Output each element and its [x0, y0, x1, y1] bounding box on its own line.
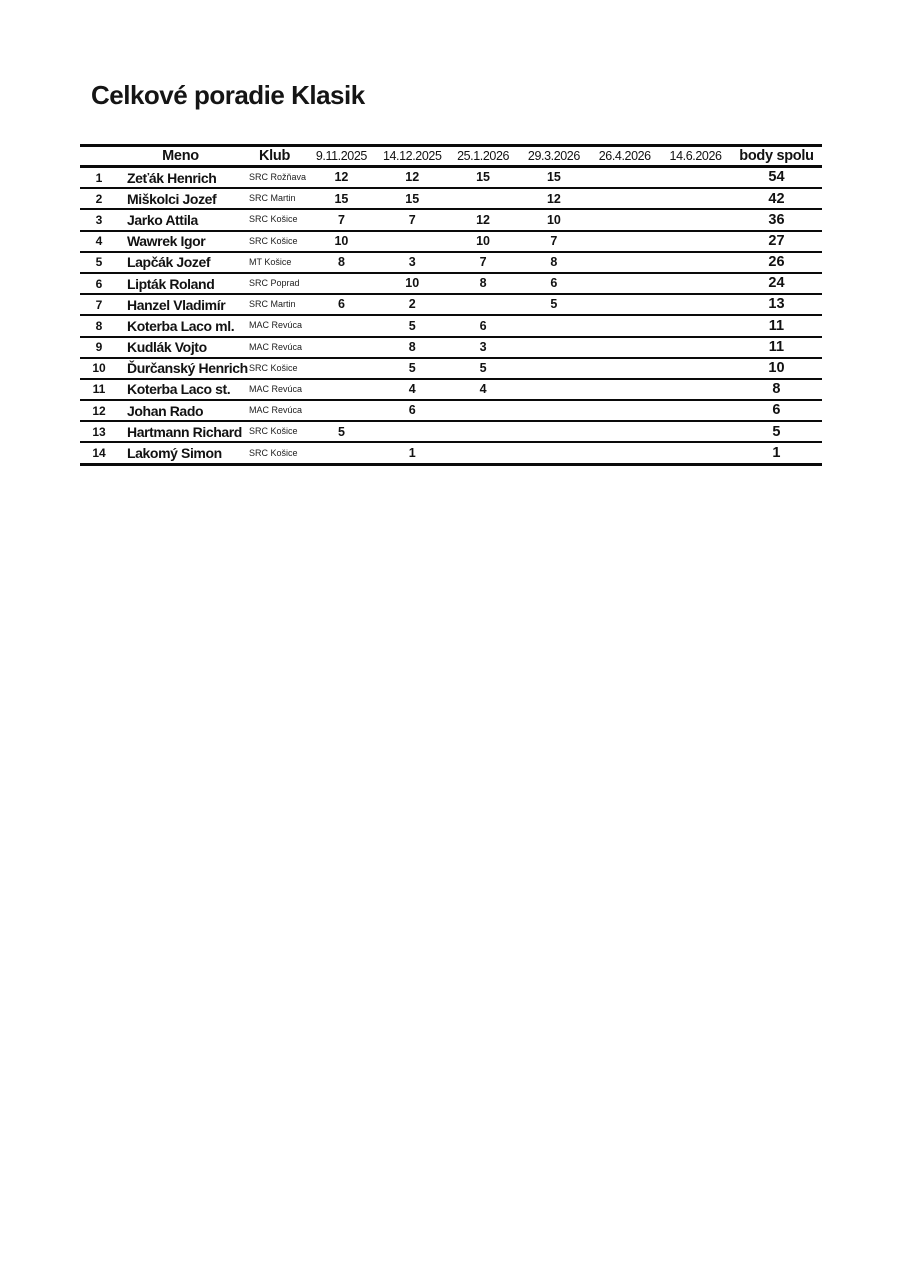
header-event-date: 26.4.2026	[598, 148, 651, 163]
header-event-date: 25.1.2026	[457, 148, 510, 163]
row-score: 3	[408, 255, 416, 270]
header-total-points: body spolu	[739, 147, 814, 164]
row-score: 8	[337, 255, 345, 270]
row-total-points: 11	[768, 338, 785, 355]
row-total-points: 6	[772, 402, 781, 419]
row-club: MT Košice	[249, 256, 292, 267]
table-row	[80, 210, 822, 231]
header-name: Meno	[162, 147, 199, 164]
header-event-date: 29.3.2026	[527, 148, 580, 163]
row-rank: 5	[95, 255, 103, 270]
row-score: 7	[337, 212, 345, 227]
row-player-name: Zeťák Henrich	[127, 169, 217, 186]
header-event-date: 14.6.2026	[669, 148, 722, 163]
row-total-points: 1	[772, 444, 781, 461]
row-player-name: Koterba Laco ml.	[127, 317, 235, 334]
table-row	[80, 338, 822, 359]
table-row	[80, 359, 822, 380]
row-score: 5	[337, 424, 345, 439]
row-club: SRC Košice	[249, 447, 298, 458]
row-rank: 1	[95, 170, 103, 185]
standings-table	[80, 144, 822, 466]
row-player-name: Lapčák Jozef	[127, 254, 211, 271]
row-score: 8	[479, 276, 487, 291]
row-score: 8	[408, 339, 416, 354]
row-club: MAC Revúca	[249, 320, 303, 331]
row-rank: 13	[92, 424, 106, 439]
row-club: SRC Košice	[249, 235, 298, 246]
table-row	[80, 189, 822, 210]
row-rank: 4	[95, 234, 103, 249]
row-score: 7	[550, 233, 558, 248]
row-player-name: Kudlák Vojto	[127, 339, 207, 356]
row-score: 15	[405, 191, 420, 206]
row-player-name: Johan Rado	[127, 402, 204, 419]
row-score: 7	[408, 212, 416, 227]
row-score: 6	[337, 297, 345, 312]
row-score: 6	[550, 276, 558, 291]
row-score: 15	[546, 170, 561, 185]
table-row	[80, 443, 822, 465]
row-player-name: Koterba Laco st.	[127, 381, 231, 398]
row-total-points: 54	[768, 169, 785, 186]
page-title: Celkové poradie Klasik	[91, 80, 365, 110]
table-row	[80, 401, 822, 422]
row-total-points: 11	[768, 317, 785, 334]
row-club: MAC Revúca	[249, 383, 303, 394]
row-player-name: Jarko Attila	[127, 211, 198, 228]
row-score: 10	[546, 212, 561, 227]
row-total-points: 27	[768, 232, 785, 249]
row-total-points: 8	[772, 381, 781, 398]
row-player-name: Lipták Roland	[127, 275, 215, 292]
table-row	[80, 253, 822, 274]
row-club: MAC Revúca	[249, 341, 303, 352]
row-club: SRC Košice	[249, 214, 298, 225]
row-score: 10	[405, 276, 420, 291]
row-rank: 6	[95, 276, 103, 291]
table-row	[80, 295, 822, 316]
table-row	[80, 274, 822, 295]
row-total-points: 26	[768, 254, 785, 271]
row-rank: 12	[92, 403, 106, 418]
row-total-points: 13	[768, 296, 785, 313]
row-rank: 2	[95, 191, 103, 206]
row-total-points: 5	[772, 423, 781, 440]
row-score: 12	[546, 191, 561, 206]
table-row	[80, 316, 822, 337]
row-score: 15	[476, 170, 491, 185]
header-event-date: 14.12.2025	[382, 148, 442, 163]
row-rank: 7	[95, 297, 103, 312]
table-row	[80, 168, 822, 189]
row-rank: 8	[95, 318, 103, 333]
row-club: SRC Martin	[249, 193, 296, 204]
row-score: 12	[334, 170, 349, 185]
row-score: 5	[479, 361, 487, 376]
row-score: 5	[408, 361, 416, 376]
row-score: 6	[479, 318, 487, 333]
row-score: 8	[550, 255, 558, 270]
row-player-name: Miškolci Jozef	[127, 190, 217, 207]
row-rank: 10	[92, 361, 106, 376]
row-rank: 3	[95, 212, 103, 227]
row-score: 12	[476, 212, 491, 227]
row-score: 12	[405, 170, 420, 185]
row-player-name: Hartmann Richard	[127, 423, 242, 440]
row-club: SRC Martin	[249, 299, 296, 310]
row-score: 10	[334, 233, 349, 248]
row-club: SRC Rožňava	[249, 172, 307, 183]
table-row	[80, 380, 822, 401]
row-score: 5	[408, 318, 416, 333]
row-total-points: 10	[768, 360, 785, 377]
header-club: Klub	[258, 147, 290, 164]
row-club: MAC Revúca	[249, 405, 303, 416]
row-total-points: 36	[768, 211, 785, 228]
row-club: SRC Poprad	[249, 278, 300, 289]
table-row	[80, 232, 822, 253]
row-rank: 14	[92, 446, 106, 461]
row-player-name: Ďurčanský Henrich	[127, 360, 248, 377]
row-club: SRC Košice	[249, 426, 298, 437]
row-score: 15	[334, 191, 349, 206]
row-score: 4	[408, 382, 416, 397]
row-player-name: Lakomý Simon	[127, 445, 222, 462]
row-score: 2	[408, 297, 416, 312]
row-score: 1	[408, 445, 416, 460]
table-header-row	[80, 147, 822, 168]
table-row	[80, 422, 822, 443]
header-event-date: 9.11.2025	[315, 148, 367, 163]
row-score: 6	[408, 403, 416, 418]
row-rank: 11	[92, 382, 106, 397]
row-score: 7	[479, 255, 487, 270]
row-player-name: Hanzel Vladimír	[127, 296, 226, 313]
row-score: 4	[479, 382, 487, 397]
row-rank: 9	[95, 340, 103, 355]
row-score: 10	[476, 233, 491, 248]
row-player-name: Wawrek Igor	[127, 233, 206, 250]
row-score: 5	[550, 297, 558, 312]
row-total-points: 24	[768, 275, 785, 292]
row-score: 3	[479, 339, 487, 354]
row-total-points: 42	[768, 190, 785, 207]
row-club: SRC Košice	[249, 362, 298, 373]
